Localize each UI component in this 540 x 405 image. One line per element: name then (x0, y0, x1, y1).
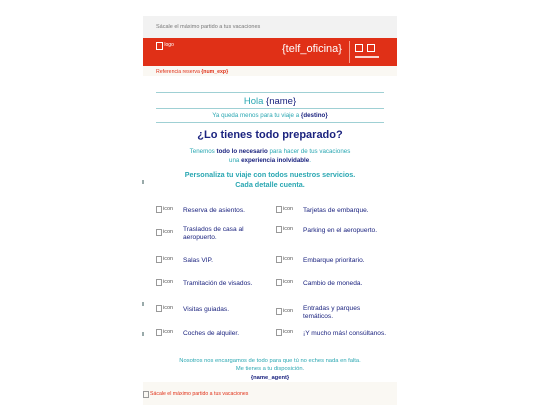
broken-image-icon (276, 256, 282, 263)
service-item (276, 279, 388, 289)
email-container (143, 16, 397, 405)
divider-mid (156, 108, 384, 109)
icon-alt-text: icon (163, 256, 174, 262)
more-icon (276, 329, 298, 339)
preheader-bar (143, 16, 397, 38)
scroll-marker (142, 180, 144, 184)
service-label: Cambio de moneda. (303, 280, 363, 287)
icon-alt-text: icon (283, 279, 294, 285)
brand-caption (355, 56, 379, 58)
service-label: Salas VIP. (183, 257, 213, 264)
intro-emphasis: todo lo necesario (216, 148, 268, 155)
icon-alt-text: icon (283, 329, 294, 335)
service-label: Tarjetas de embarque. (303, 207, 369, 214)
brand-icons (355, 44, 379, 60)
currency-icon (276, 279, 298, 289)
service-item (156, 226, 268, 242)
broken-image-icon (276, 308, 282, 315)
service-item (276, 226, 388, 236)
footer-text (143, 357, 397, 382)
vip-lounge-icon (156, 256, 178, 266)
footer-line1: Nosotros nos encargamos de todo para que tú no eches nada en falta. (179, 358, 361, 364)
broken-image-icon (156, 329, 162, 336)
icon-alt-text: icon (163, 305, 174, 311)
service-label: Entradas y parques temáticos. (303, 305, 361, 320)
priority-boarding-icon (276, 256, 298, 266)
office-phone[interactable]: {telf_oficina} (282, 43, 342, 55)
icon-alt-text: icon (283, 256, 294, 262)
broken-image-icon (276, 329, 282, 336)
divider-top (156, 92, 384, 93)
headline-question: ¿Lo tienes todo preparado? (197, 129, 343, 141)
preheader-text: Sácale el máximo partido a tus vacaciones (156, 24, 261, 30)
icon-alt-text: icon (163, 206, 174, 212)
booking-reference (156, 69, 228, 75)
bottom-banner-alt: Sácale el máximo partido a tus vacaciones (150, 391, 249, 397)
personalize-line2: Cada detalle cuenta. (235, 180, 305, 189)
service-label: Reserva de asientos. (183, 207, 245, 214)
scroll-marker (142, 332, 144, 336)
service-label: Coches de alquiler. (183, 330, 240, 337)
header-bar (143, 38, 397, 66)
service-label: Traslados de casa al aeropuerto. (183, 226, 244, 241)
broken-image-icon (156, 305, 162, 312)
broken-image-icon (156, 279, 162, 286)
broken-image-icon (355, 44, 363, 52)
service-item (156, 329, 268, 339)
footer-line2: Me tienes a tu disposición. (235, 366, 305, 373)
service-label: ¡Y mucho más! consúltanos. (303, 330, 387, 337)
intro-text: para hacer de tus vacaciones (269, 148, 351, 155)
header-divider (349, 41, 350, 63)
greeting (143, 96, 397, 107)
car-icon (156, 329, 178, 339)
shuttle-icon (156, 229, 178, 239)
service-item (156, 305, 268, 315)
broken-image-icon (156, 229, 162, 236)
subtitle-text: Ya queda menos para tu viaje a (212, 112, 300, 119)
intro-text: Tenemos (189, 148, 215, 155)
divider-bottom (156, 122, 384, 123)
service-label: Visitas guiadas. (183, 306, 230, 313)
service-item (276, 206, 388, 216)
service-item (276, 329, 388, 339)
service-item (156, 256, 268, 266)
seat-icon (156, 206, 178, 216)
icon-alt-text: icon (283, 226, 294, 232)
personalize-paragraph (143, 170, 397, 190)
agent-name: {name_agent} (250, 374, 290, 381)
visa-icon (156, 279, 178, 289)
trip-subtitle (143, 112, 397, 119)
intro-paragraph (143, 148, 397, 165)
reference-label: Referencia reserva (156, 69, 200, 75)
broken-image-icon (156, 256, 162, 263)
broken-image-icon (276, 206, 282, 213)
broken-image-icon (143, 391, 149, 398)
intro-text: una (229, 156, 240, 164)
intro-text: . (309, 156, 311, 164)
greeting-hello: Hola (243, 96, 264, 107)
service-label: Embarque prioritario. (303, 257, 365, 264)
greeting-name: {name} (266, 96, 297, 107)
service-item (276, 256, 388, 266)
service-item (276, 305, 388, 321)
icon-alt-text: icon (163, 329, 174, 335)
subtitle-destination: {destino} (300, 112, 328, 119)
logo-alt-text: logo (164, 42, 174, 48)
service-item (156, 279, 268, 289)
broken-image-icon (156, 206, 162, 213)
logo-image[interactable] (156, 42, 196, 54)
service-label: Parking en el aeropuerto. (303, 227, 378, 234)
broken-image-icon (276, 226, 282, 233)
reference-value: {num_exp} (201, 69, 229, 75)
bottom-banner-image[interactable] (143, 391, 248, 398)
ticket-icon (276, 308, 298, 318)
broken-image-icon (276, 279, 282, 286)
service-label: Tramitación de visados. (183, 280, 253, 287)
icon-alt-text: icon (283, 206, 294, 212)
icon-alt-text: icon (163, 279, 174, 285)
broken-image-icon (156, 42, 163, 50)
parking-icon (276, 226, 298, 236)
boarding-pass-icon (276, 206, 298, 216)
scroll-marker (142, 302, 144, 306)
icon-alt-text: icon (163, 229, 174, 235)
icon-alt-text: icon (283, 308, 294, 314)
personalize-line1: Personaliza tu viaje con todos nuestros servicios. (184, 170, 356, 179)
broken-image-icon (367, 44, 375, 52)
guided-tour-icon (156, 305, 178, 315)
intro-emphasis: experiencia inolvidable (241, 156, 310, 164)
service-item (156, 206, 268, 216)
